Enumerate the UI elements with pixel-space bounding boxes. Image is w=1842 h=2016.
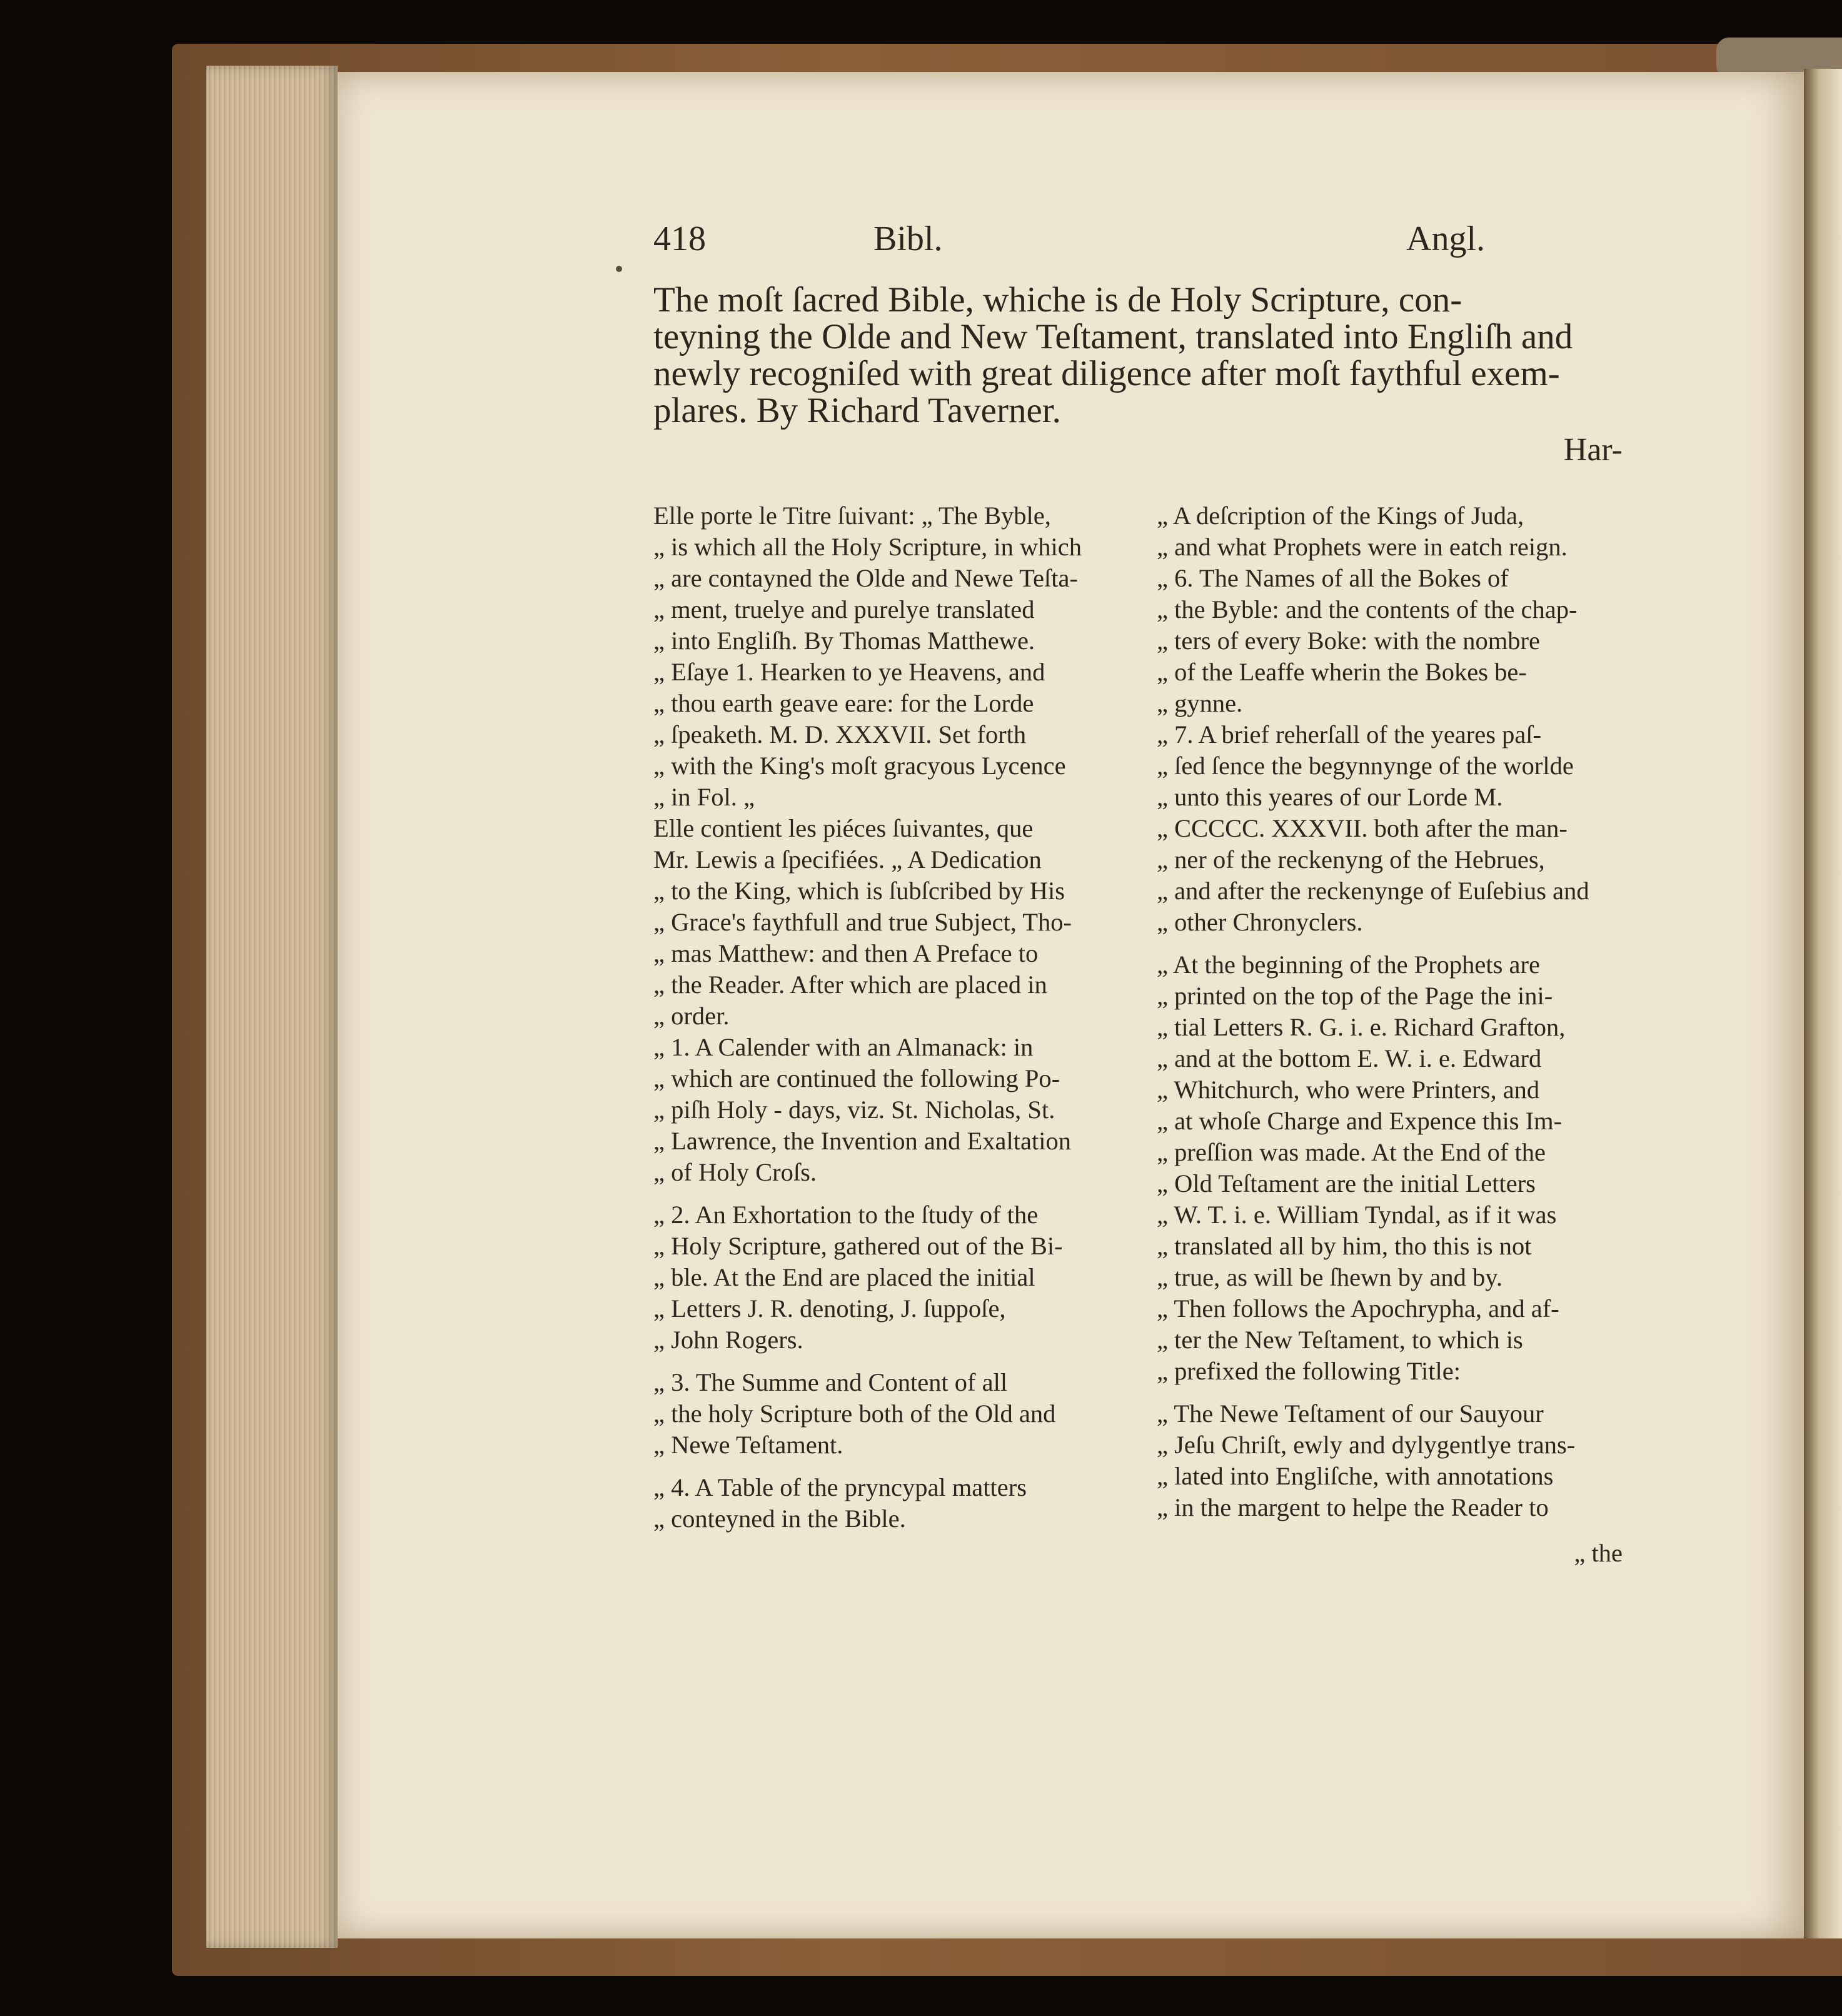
text-line: „ 7. A brief reherſall of the yeares paſ- xyxy=(1157,720,1542,748)
text-line: „ Grace's faythfull and true Subject, Tho- xyxy=(653,908,1072,936)
text-line: „ preſſion was made. At the End of the xyxy=(1157,1138,1546,1166)
title-line: The moſt ſacred Bible, whiche is de Holy Scripture, con- xyxy=(653,280,1462,320)
text-line: „ which are continued the following Po- xyxy=(653,1064,1060,1092)
text-line: „ to the King, which is ſubſcribed by His xyxy=(653,877,1065,905)
paragraph-gap xyxy=(1157,1387,1623,1398)
text-line: „ CCCCC. XXXVII. both after the man- xyxy=(1157,814,1568,842)
text-line: „ ment, truelye and purelye translated xyxy=(653,595,1035,623)
text-line: „ is which all the Holy Scripture, in which xyxy=(653,533,1082,561)
text-line: „ ble. At the End are placed the initial xyxy=(653,1263,1035,1291)
text-line: „ John Rogers. xyxy=(653,1326,803,1354)
text-line: „ 1. A Calender with an Almanack: in xyxy=(653,1033,1034,1061)
left-column xyxy=(653,500,1119,1535)
next-entry-fragment: Har- xyxy=(1563,432,1623,468)
text-line: „ tial Letters R. G. i. e. Richard Grafton, xyxy=(1157,1013,1566,1041)
text-line: „ in the margent to helpe the Reader to xyxy=(1157,1493,1549,1521)
text-line: „ and what Prophets were in eatch reign. xyxy=(1157,533,1568,561)
text-line: „ with the King's moſt gracyous Lycence xyxy=(653,752,1066,780)
text-line: „ A deſcription of the Kings of Juda, xyxy=(1157,501,1524,530)
text-line: „ the holy Scripture both of the Old and xyxy=(653,1399,1056,1428)
text-line: „ ſpeaketh. M. D. XXXVII. Set forth xyxy=(653,720,1027,748)
text-line: „ Holy Scripture, gathered out of the Bi- xyxy=(653,1232,1063,1260)
text-line: „ at whoſe Charge and Expence this Im- xyxy=(1157,1107,1563,1135)
text-line: „ the Reader. After which are placed in xyxy=(653,970,1047,999)
text-line: „ 2. An Exhortation to the ſtudy of the xyxy=(653,1201,1039,1229)
text-line: Elle porte le Titre ſuivant: „ The Byble, xyxy=(653,501,1051,530)
text-line: „ other Chronyclers. xyxy=(1157,908,1363,936)
text-line: „ W. T. i. e. William Tyndal, as if it was xyxy=(1157,1201,1557,1229)
text-line: „ At the beginning of the Prophets are xyxy=(1157,950,1540,979)
text-line: „ ner of the reckenyng of the Hebrues, xyxy=(1157,845,1545,874)
page-content xyxy=(653,219,1623,1595)
text-line: „ and at the bottom E. W. i. e. Edward xyxy=(1157,1044,1542,1072)
facing-page-edge xyxy=(1804,69,1842,1938)
text-line: „ into Engliſh. By Thomas Matthewe. xyxy=(653,627,1035,655)
running-head-right: Angl. xyxy=(1406,219,1485,258)
text-line: „ of Holy Croſs. xyxy=(653,1158,817,1186)
text-line: „ piſh Holy - days, viz. St. Nicholas, St. xyxy=(653,1096,1055,1124)
text-line: „ The Newe Teſtament of our Sauyour xyxy=(1157,1399,1544,1428)
text-line: „ lated into Engliſche, with annotations xyxy=(1157,1462,1554,1490)
paragraph-gap xyxy=(653,1356,1119,1367)
running-head xyxy=(653,219,1623,263)
text-line: „ Letters J. R. denoting, J. ſuppoſe, xyxy=(653,1294,1006,1323)
title-line: plares. By Richard Taverner. xyxy=(653,391,1061,430)
text-line: „ are contayned the Olde and Newe Teſta- xyxy=(653,564,1078,592)
text-line: „ Then follows the Apochrypha, and af- xyxy=(1157,1294,1559,1323)
catchword: „ the xyxy=(1574,1539,1623,1567)
text-line: „ Whitchurch, who were Printers, and xyxy=(1157,1076,1540,1104)
text-line: „ Jeſu Chriſt, ewly and dylygentlye trans- xyxy=(1157,1431,1576,1459)
text-line: „ 6. The Names of all the Bokes of xyxy=(1157,564,1509,592)
running-head-center: Bibl. xyxy=(873,219,943,258)
text-line: „ Eſaye 1. Hearken to ye Heavens, and xyxy=(653,658,1045,686)
text-line: „ unto this yeares of our Lorde M. xyxy=(1157,783,1503,811)
title-line: teyning the Olde and New Teſtament, translated into Engliſh and xyxy=(653,317,1573,356)
text-line: „ 4. A Table of the pryncypal matters xyxy=(653,1473,1027,1501)
page-number: 418 xyxy=(653,219,706,258)
text-line: „ thou earth geave eare: for the Lorde xyxy=(653,689,1034,717)
text-line: „ of the Leaffe wherin the Bokes be- xyxy=(1157,658,1527,686)
text-line: „ the Byble: and the contents of the chap- xyxy=(1157,595,1578,623)
text-line: „ 3. The Summe and Content of all xyxy=(653,1368,1008,1396)
text-line: „ gynne. xyxy=(1157,689,1243,717)
right-column xyxy=(1157,500,1623,1523)
entry-title xyxy=(653,281,1623,429)
title-line: newly recogniſed with great diligence after moſt faythful exem- xyxy=(653,354,1560,393)
paragraph-gap xyxy=(1157,938,1623,949)
text-line: „ ſed ſence the begynnynge of the worlde xyxy=(1157,752,1574,780)
text-line: „ conteyned in the Bible. xyxy=(653,1504,906,1533)
text-line: „ ter the New Teſtament, to which is xyxy=(1157,1326,1523,1354)
text-line: Mr. Lewis a ſpecifiées. „ A Dedication xyxy=(653,845,1042,874)
text-line: „ true, as will be ſhewn by and by. xyxy=(1157,1263,1502,1291)
paragraph-gap xyxy=(653,1188,1119,1199)
ink-dot xyxy=(616,266,622,272)
text-line: „ order. xyxy=(653,1002,730,1030)
text-line: „ mas Matthew: and then A Preface to xyxy=(653,939,1039,967)
text-line: Elle contient les piéces ſuivantes, que xyxy=(653,814,1034,842)
text-line: „ ters of every Boke: with the nombre xyxy=(1157,627,1540,655)
text-line: „ translated all by him, tho this is not xyxy=(1157,1232,1532,1260)
text-line: „ Old Teſtament are the initial Letters xyxy=(1157,1169,1536,1197)
text-line: „ printed on the top of the Page the ini- xyxy=(1157,982,1553,1010)
text-line: „ Newe Teſtament. xyxy=(653,1431,843,1459)
text-line: „ and after the reckenynge of Euſebius and xyxy=(1157,877,1589,905)
text-line: „ Lawrence, the Invention and Exaltation xyxy=(653,1127,1071,1155)
text-line: „ prefixed the following Title: xyxy=(1157,1357,1461,1385)
text-line: „ in Fol. „ xyxy=(653,783,755,811)
paragraph-gap xyxy=(653,1461,1119,1472)
page-edges xyxy=(206,66,338,1948)
